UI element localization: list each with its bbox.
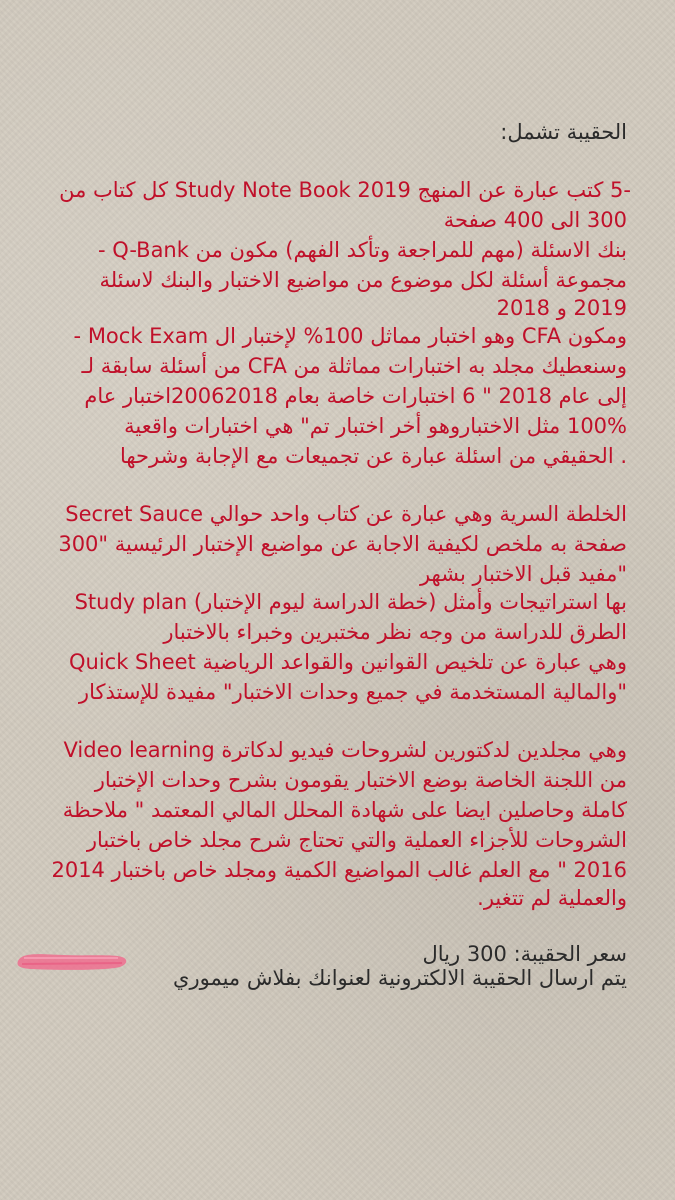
delivery-line: يتم ارسال الحقيبة الالكترونية لعنوانك بفلاش ميموري (173, 966, 627, 990)
note-line: كاملة وحاصلين ايضا على شهادة المحلل المالي المعتمد " ملاحظة (62, 798, 627, 822)
note-line: إلى عام 2018 " 6 اختبارات خاصة بعام 20062018اختبار عام (84, 384, 627, 408)
note-line: ومكون CFA وهو اختبار مماثل 100% لإختبار ال Mock Exam - (73, 324, 627, 348)
note-line: وهي عبارة عن تلخيص القوانين والقواعد الرياضية Quick Sheet (69, 650, 627, 674)
note-line: من اللجنة الخاصة بوضع الاختبار يقومون بشرح وحدات الإختبار (94, 768, 627, 792)
note-line: والعملية لم تتغير. (477, 886, 627, 910)
note-line: بنك الاسئلة (مهم للمراجعة وتأكد الفهم) مكون من Q-Bank - (97, 238, 627, 262)
note-line: . الحقيقي من اسئلة عبارة عن تجميعات مع الإجابة وشرحها (119, 444, 627, 468)
note-line: "مفيد قبل الاختبار بشهر (419, 562, 627, 586)
note-line: 2016 " مع العلم غالب المواضيع الكمية ومجلد خاص باختبار 2014 (51, 858, 627, 882)
highlighter-scribble (14, 948, 130, 974)
note-line: 300 الى 400 صفحة (443, 208, 627, 232)
note-line: وسنعطيك مجلد به اختبارات مماثلة من CFA من أسئلة سابقة لـ (81, 354, 627, 378)
note-line: صفحة به ملخص لكيفية الاجابة عن مواضيع الإختبار الرئيسية "300 (58, 532, 627, 556)
note-line: 2019 و 2018 (496, 296, 627, 320)
note-heading: الحقيبة تشمل: (500, 120, 627, 144)
note-line: وهي مجلدين لدكتورين لشروحات فيديو لدكاترة Video learning (63, 738, 627, 762)
note-line: الطرق للدراسة من وجه نظر مختبرين وخبراء بالاختبار (163, 620, 627, 644)
note-line: مجموعة أسئلة لكل موضوع من مواضيع الاختبار والبنك لاسئلة (99, 268, 627, 292)
note-line: "والمالية المستخدمة في جميع وحدات الاختبار" مفيدة للإستذكار (78, 680, 627, 704)
note-line: الشروحات للأجزاء العملية والتي تحتاج شرح مجلد خاص باختبار (86, 828, 627, 852)
note-line: -5 كتب عبارة عن المنهج Study Note Book 2019 كل كتاب من (59, 178, 631, 202)
note-line: بها استراتيجات وأمثل (خطة الدراسة ليوم الإختبار) Study plan (74, 590, 627, 614)
note-line: الخلطة السرية وهي عبارة عن كتاب واحد حوالي Secret Sauce (65, 502, 627, 526)
note-line: 100% مثل الاختباروهو أخر اختبار تم" هي اختبارات واقعية (124, 414, 627, 438)
price-line: سعر الحقيبة: 300 ريال (422, 942, 627, 966)
